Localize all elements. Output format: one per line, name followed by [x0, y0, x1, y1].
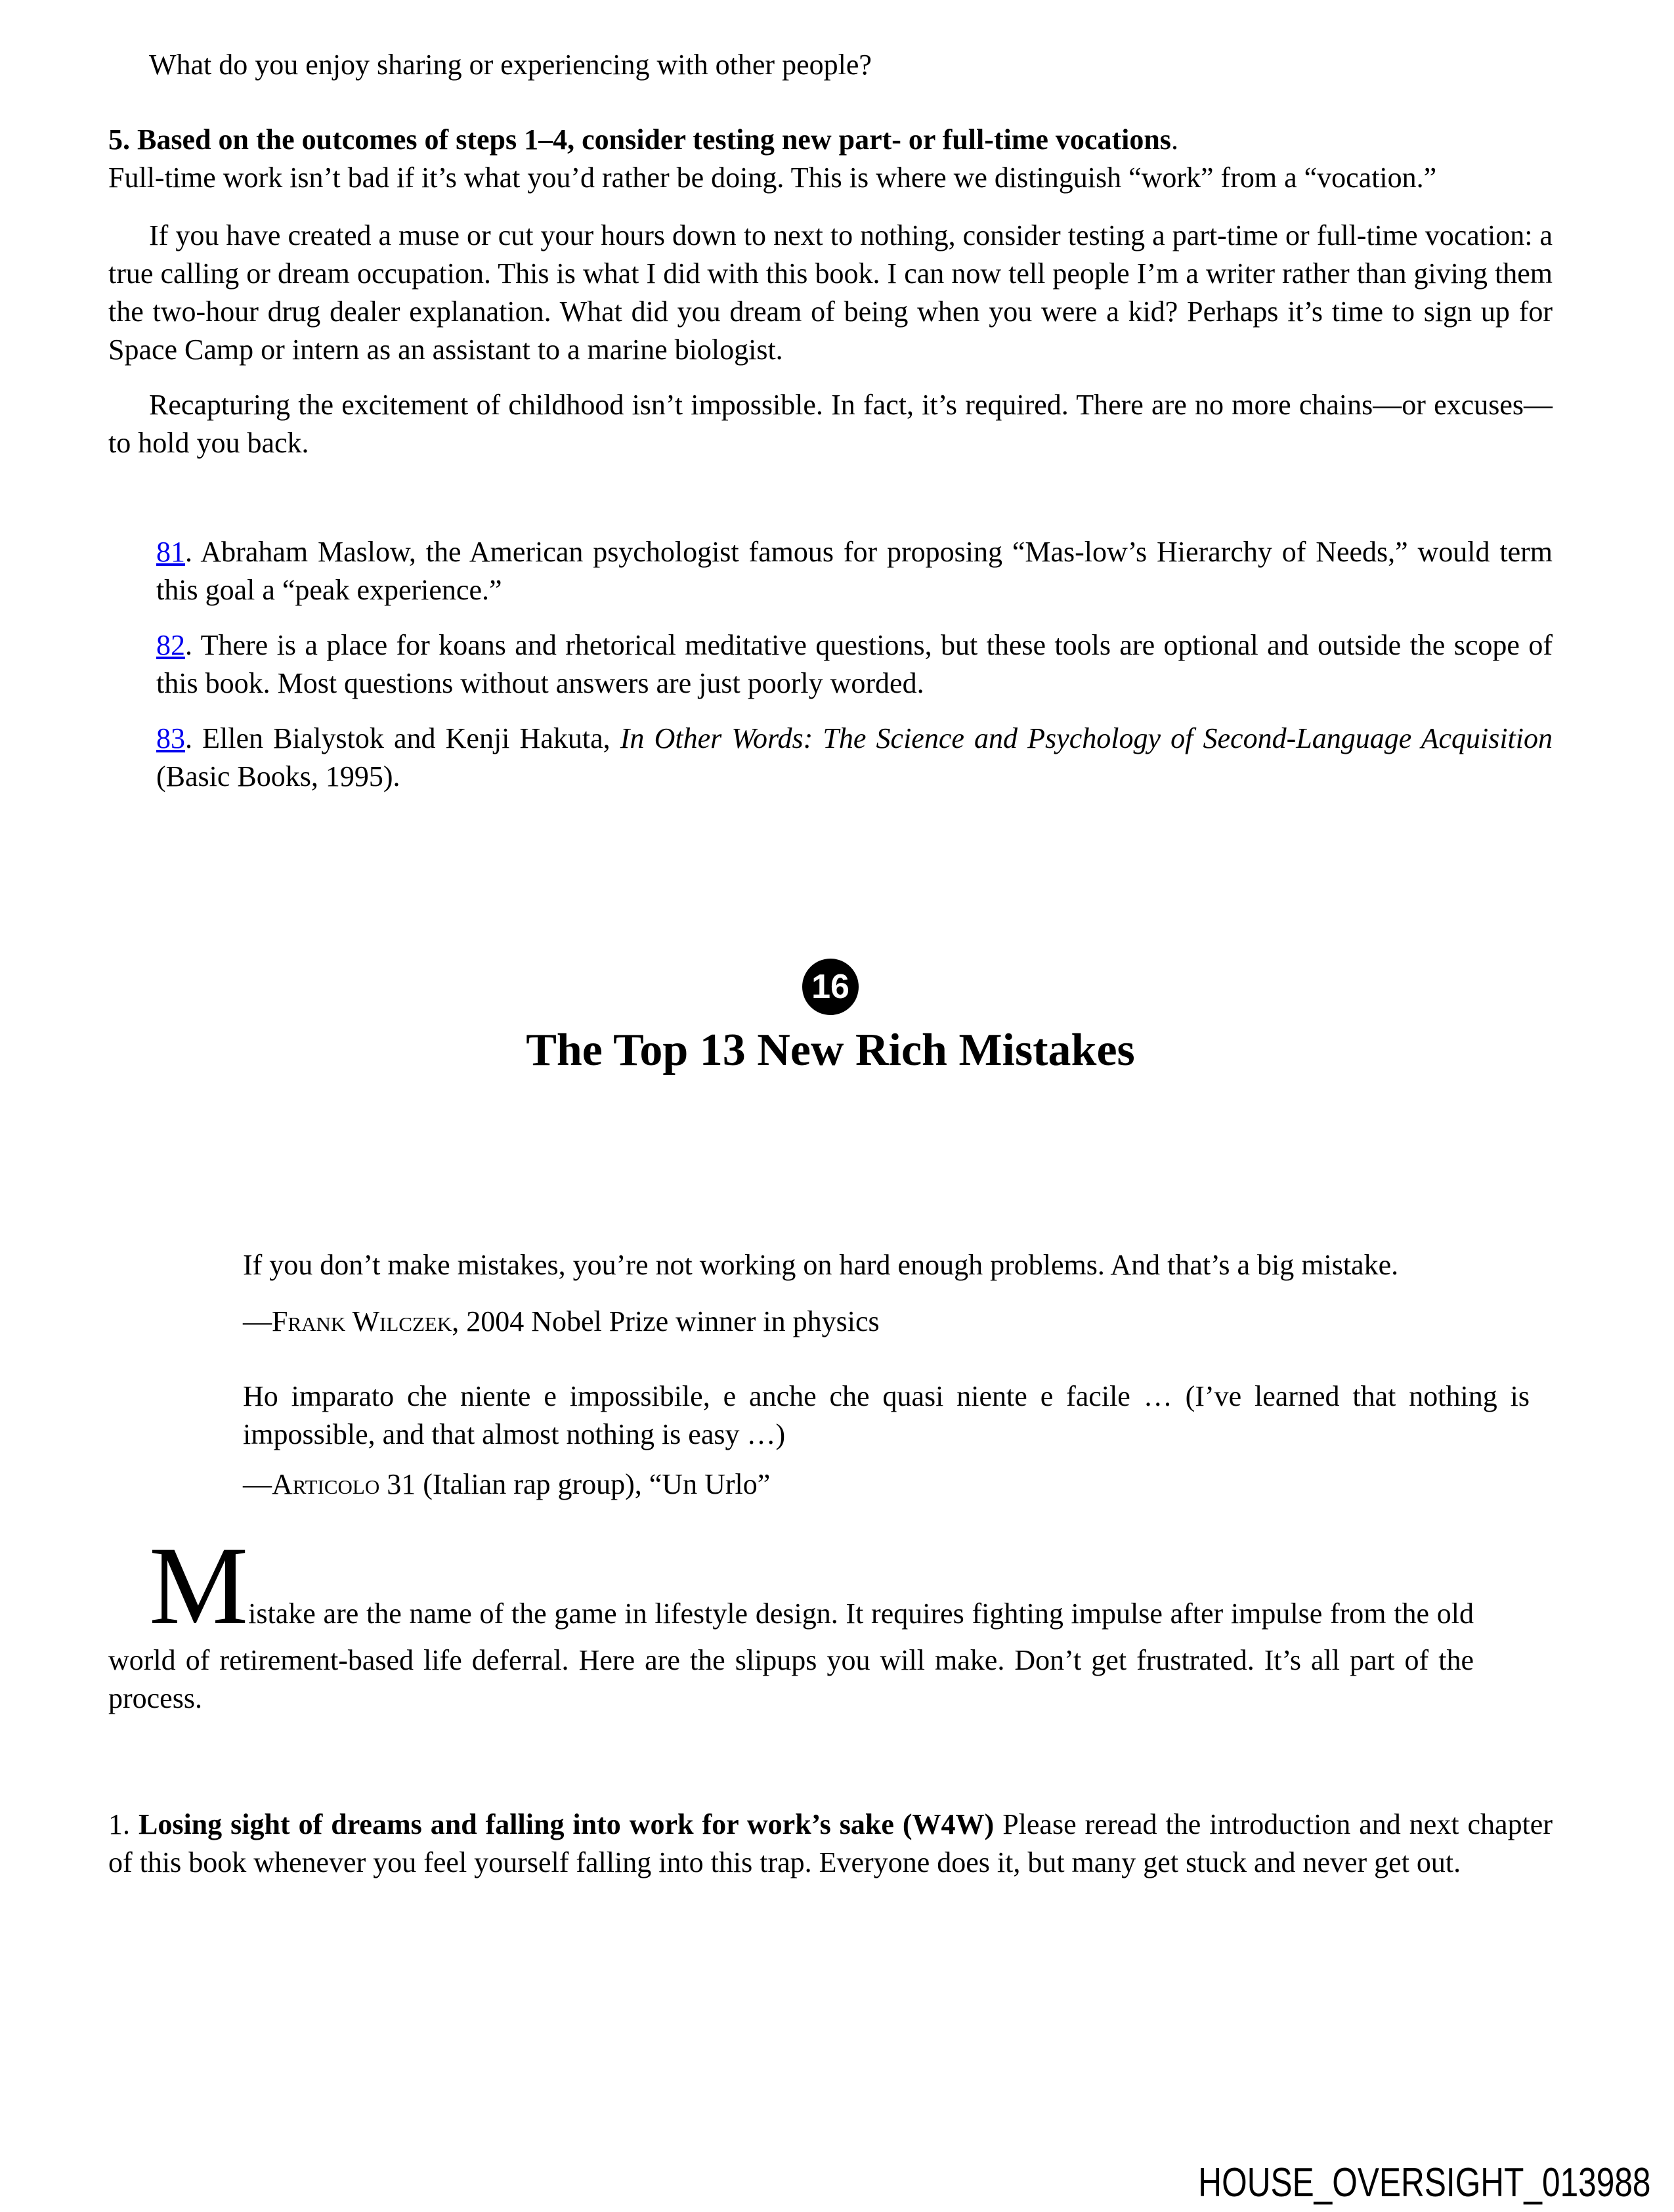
footnote-link[interactable]: 81 — [156, 536, 185, 568]
epigraph-section — [243, 1246, 1530, 1504]
text-run: — — [243, 1305, 272, 1337]
text-run: In Other Words: The Science and Psychology of Second-Language Acquisition — [620, 722, 1553, 754]
text-run: — — [243, 1468, 272, 1500]
text-run: If you have created a muse or cut your hours down to next to nothing, consider testing a part-time or full-time vocation: a true calling or dream occupation. This is what I did with this book. I can now tell people I’m a writer rather than giving them the two-hour drug dealer explanation. What did you dream of being when you were a kid? Perhaps it’s time to sign up for Space Camp or intern as an assistant to a marine biologist. — [108, 219, 1553, 366]
muse-paragraph — [108, 217, 1553, 369]
step5-heading — [108, 121, 1553, 159]
intro-question — [108, 46, 1553, 84]
text-run: What do you enjoy sharing or experiencing with other people? — [149, 49, 872, 81]
footnote-81 — [156, 533, 1553, 609]
text-run: , 2004 Nobel Prize winner in physics — [452, 1305, 880, 1337]
text-run: (Italian rap group), “Un Urlo” — [416, 1468, 771, 1500]
epigraph-attribution-1 — [243, 1303, 1530, 1341]
text-run: Please reread the introduction and next chapter of this book whenever you feel yourself falling into this trap. Everyone does it, but many get stuck and never get out. — [108, 1808, 1553, 1878]
chapter-title: The Top 13 New Rich Mistakes — [526, 1025, 1135, 1075]
epigraph-quote-2 — [243, 1377, 1530, 1454]
mistakes-intro-paragraph — [108, 1524, 1474, 1718]
footnote-82 — [156, 626, 1553, 703]
footnote-83 — [156, 720, 1553, 796]
mistake-item-1 — [108, 1806, 1553, 1882]
text-run: 1. — [108, 1808, 139, 1840]
drop-cap-letter: M — [149, 1524, 249, 1647]
text-run: Articolo 31 — [272, 1468, 416, 1500]
text-run: Full-time work isn’t bad if it’s what you’d rather be doing. This is where we distinguish “work” from a “vocation.” — [108, 162, 1437, 194]
step5-body — [108, 159, 1553, 197]
footnote-link[interactable]: 82 — [156, 629, 185, 661]
text-run: (Basic Books, 1995). — [156, 760, 400, 792]
text-run: . Abraham Maslow, the American psychologist famous for proposing “Mas-low’s Hierarchy of Needs,” would term this goal a “peak experience.” — [156, 536, 1553, 606]
text-run: istake are the name of the game in lifestyle design. It requires fighting impulse after impulse from the old world of retirement-based life deferral. Here are the slipups you will make. Don’t get frustrated. It’s all part of the process. — [108, 1597, 1474, 1714]
recapturing-paragraph — [108, 386, 1553, 462]
text-run: . — [1170, 123, 1178, 156]
footnotes-section — [156, 533, 1553, 796]
epigraph-attribution-2 — [243, 1465, 1530, 1504]
text-run: . Ellen Bialystok and Kenji Hakuta, — [185, 722, 620, 754]
text-run: 5. Based on the outcomes of steps 1–4, consider testing new part- or full-time vocations — [108, 123, 1171, 156]
bates-stamp: HOUSE_OVERSIGHT_013988 — [1197, 2160, 1650, 2205]
text-run: Ho imparato che niente e impossibile, e anche che quasi niente e facile … (I’ve learned that nothing is impossible, and that almost nothing is easy …) — [243, 1380, 1530, 1450]
text-run: Frank Wilczek — [272, 1305, 452, 1337]
footnote-link[interactable]: 83 — [156, 722, 185, 754]
text-run: Losing sight of dreams and falling into work for work’s sake (W4W) — [138, 1808, 995, 1840]
chapter-number-badge: 16 — [802, 959, 859, 1015]
text-run: . There is a place for koans and rhetorical meditative questions, but these tools are optional and outside the scope of this book. Most questions without answers are just poorly worded. — [156, 629, 1553, 699]
text-run: If you don’t make mistakes, you’re not working on hard enough problems. And that’s a big mistake. — [243, 1249, 1399, 1281]
epigraph-quote-1 — [243, 1246, 1530, 1284]
text-run: Recapturing the excitement of childhood isn’t impossible. In fact, it’s required. There are no more chains—or excuses—to hold you back. — [108, 389, 1553, 459]
